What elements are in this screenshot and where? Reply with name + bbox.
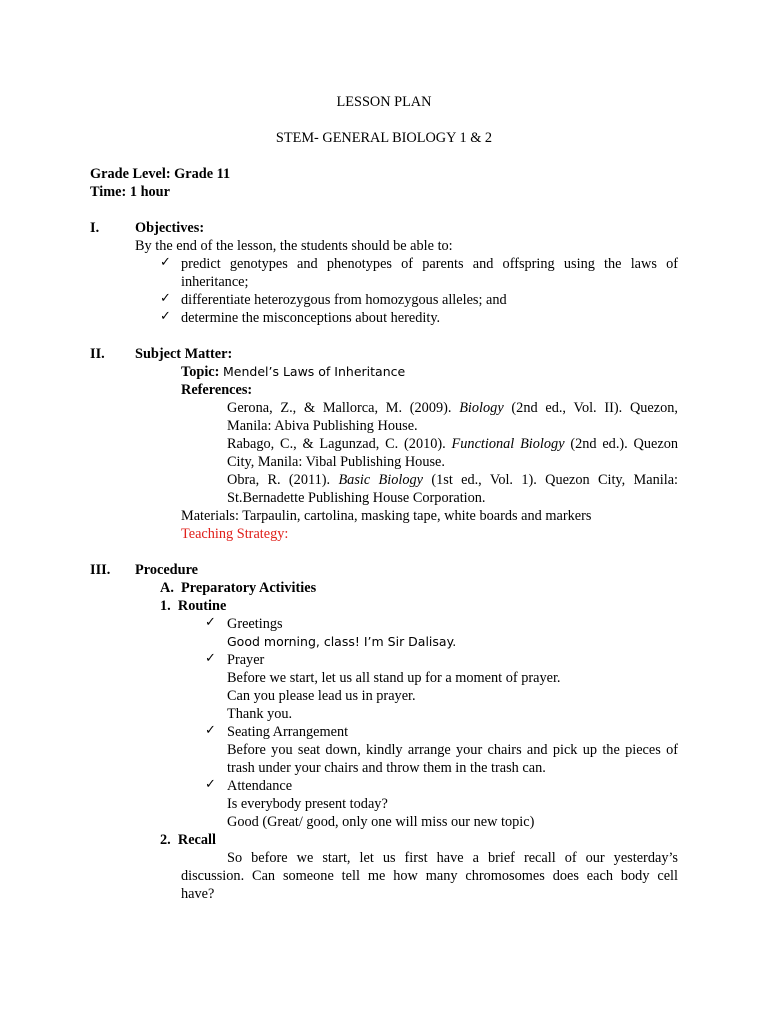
reference-title: Biology [459,400,504,416]
greetings-text: Good morning, class! I’m Sir Dalisay. [227,634,457,649]
preparatory-activities-heading: A. Preparatory Activities [160,580,317,596]
attendance-text: Good (Great/ good, only one will miss our new topic) [227,814,535,830]
check-icon: ✓ [160,309,171,324]
grade-level: Grade Level: Grade 11 [90,166,231,182]
seating-text: trash under your chairs and throw them in the trash can. [227,760,546,776]
seating-text: Before you seat down, kindly arrange your chairs and pick up the pieces of [227,742,678,758]
prayer-label: Prayer [227,652,265,668]
section-numeral-2: II. [90,346,105,362]
topic-value: Mendel’s Laws of Inheritance [222,364,406,379]
objective-item: determine the misconceptions about heredity. [181,310,441,326]
subject-matter-heading: Subject Matter: [135,346,233,362]
reference-title: Functional Biology [451,436,565,452]
document-subtitle: STEM- GENERAL BIOLOGY 1 & 2 [275,130,493,146]
objective-item: differentiate heterozygous from homozygous alleles; and [181,292,507,308]
check-icon: ✓ [205,723,216,738]
reference-1-continuation: Manila: Abiva Publishing House. [227,418,418,434]
time-allotment: Time: 1 hour [90,184,170,200]
reference-3 [227,471,678,489]
topic-line [181,363,405,381]
reference-details: (2nd ed.). Quezon [570,436,678,452]
reference-author: Obra, R. (2011). [227,472,331,488]
check-icon: ✓ [160,255,171,270]
section-numeral-3: III. [90,562,111,578]
reference-2-continuation: City, Manila: Vibal Publishing House. [227,454,445,470]
reference-title: Basic Biology [338,472,423,488]
routine-heading: 1. Routine [160,598,227,614]
reference-2 [227,435,678,453]
greetings-label: Greetings [227,616,283,632]
recall-heading: 2. Recall [160,832,216,848]
section-numeral-1: I. [90,220,100,236]
check-icon: ✓ [205,651,216,666]
references-heading: References: [181,382,253,398]
objectives-heading: Objectives: [135,220,205,236]
check-icon: ✓ [205,615,216,630]
seating-label: Seating Arrangement [227,724,349,740]
materials-line: Materials: Tarpaulin, cartolina, masking tape, white boards and markers [181,508,592,524]
recall-text: discussion. Can someone tell me how many chromosomes does each body cell [181,868,678,884]
reference-3-continuation: St.Bernadette Publishing House Corporation. [227,490,486,506]
prayer-text: Can you please lead us in prayer. [227,688,416,704]
procedure-heading: Procedure [135,562,198,578]
prayer-text: Thank you. [227,706,293,722]
check-icon: ✓ [160,291,171,306]
objective-item-continuation: inheritance; [181,274,249,290]
topic-label: Topic: [181,364,220,380]
objective-item: predict genotypes and phenotypes of parents and offspring using the laws of [181,256,678,272]
reference-details: (1st ed., Vol. 1). Quezon City, Manila: [431,472,679,488]
objectives-intro: By the end of the lesson, the students should be able to: [135,238,453,254]
attendance-text: Is everybody present today? [227,796,388,812]
check-icon: ✓ [205,777,216,792]
reference-details: (2nd ed., Vol. II). Quezon, [511,400,678,416]
teaching-strategy-label: Teaching Strategy: [181,526,289,542]
reference-author: Gerona, Z., & Mallorca, M. (2009). [227,400,452,416]
reference-author: Rabago, C., & Lagunzad, C. (2010). [227,436,446,452]
recall-text: So before we start, let us first have a brief recall of our yesterday’s [227,850,678,866]
attendance-label: Attendance [227,778,293,794]
prayer-text: Before we start, let us all stand up for a moment of prayer. [227,670,561,686]
document-title: LESSON PLAN [336,94,432,110]
reference-1 [227,399,678,417]
recall-text: have? [181,886,215,902]
